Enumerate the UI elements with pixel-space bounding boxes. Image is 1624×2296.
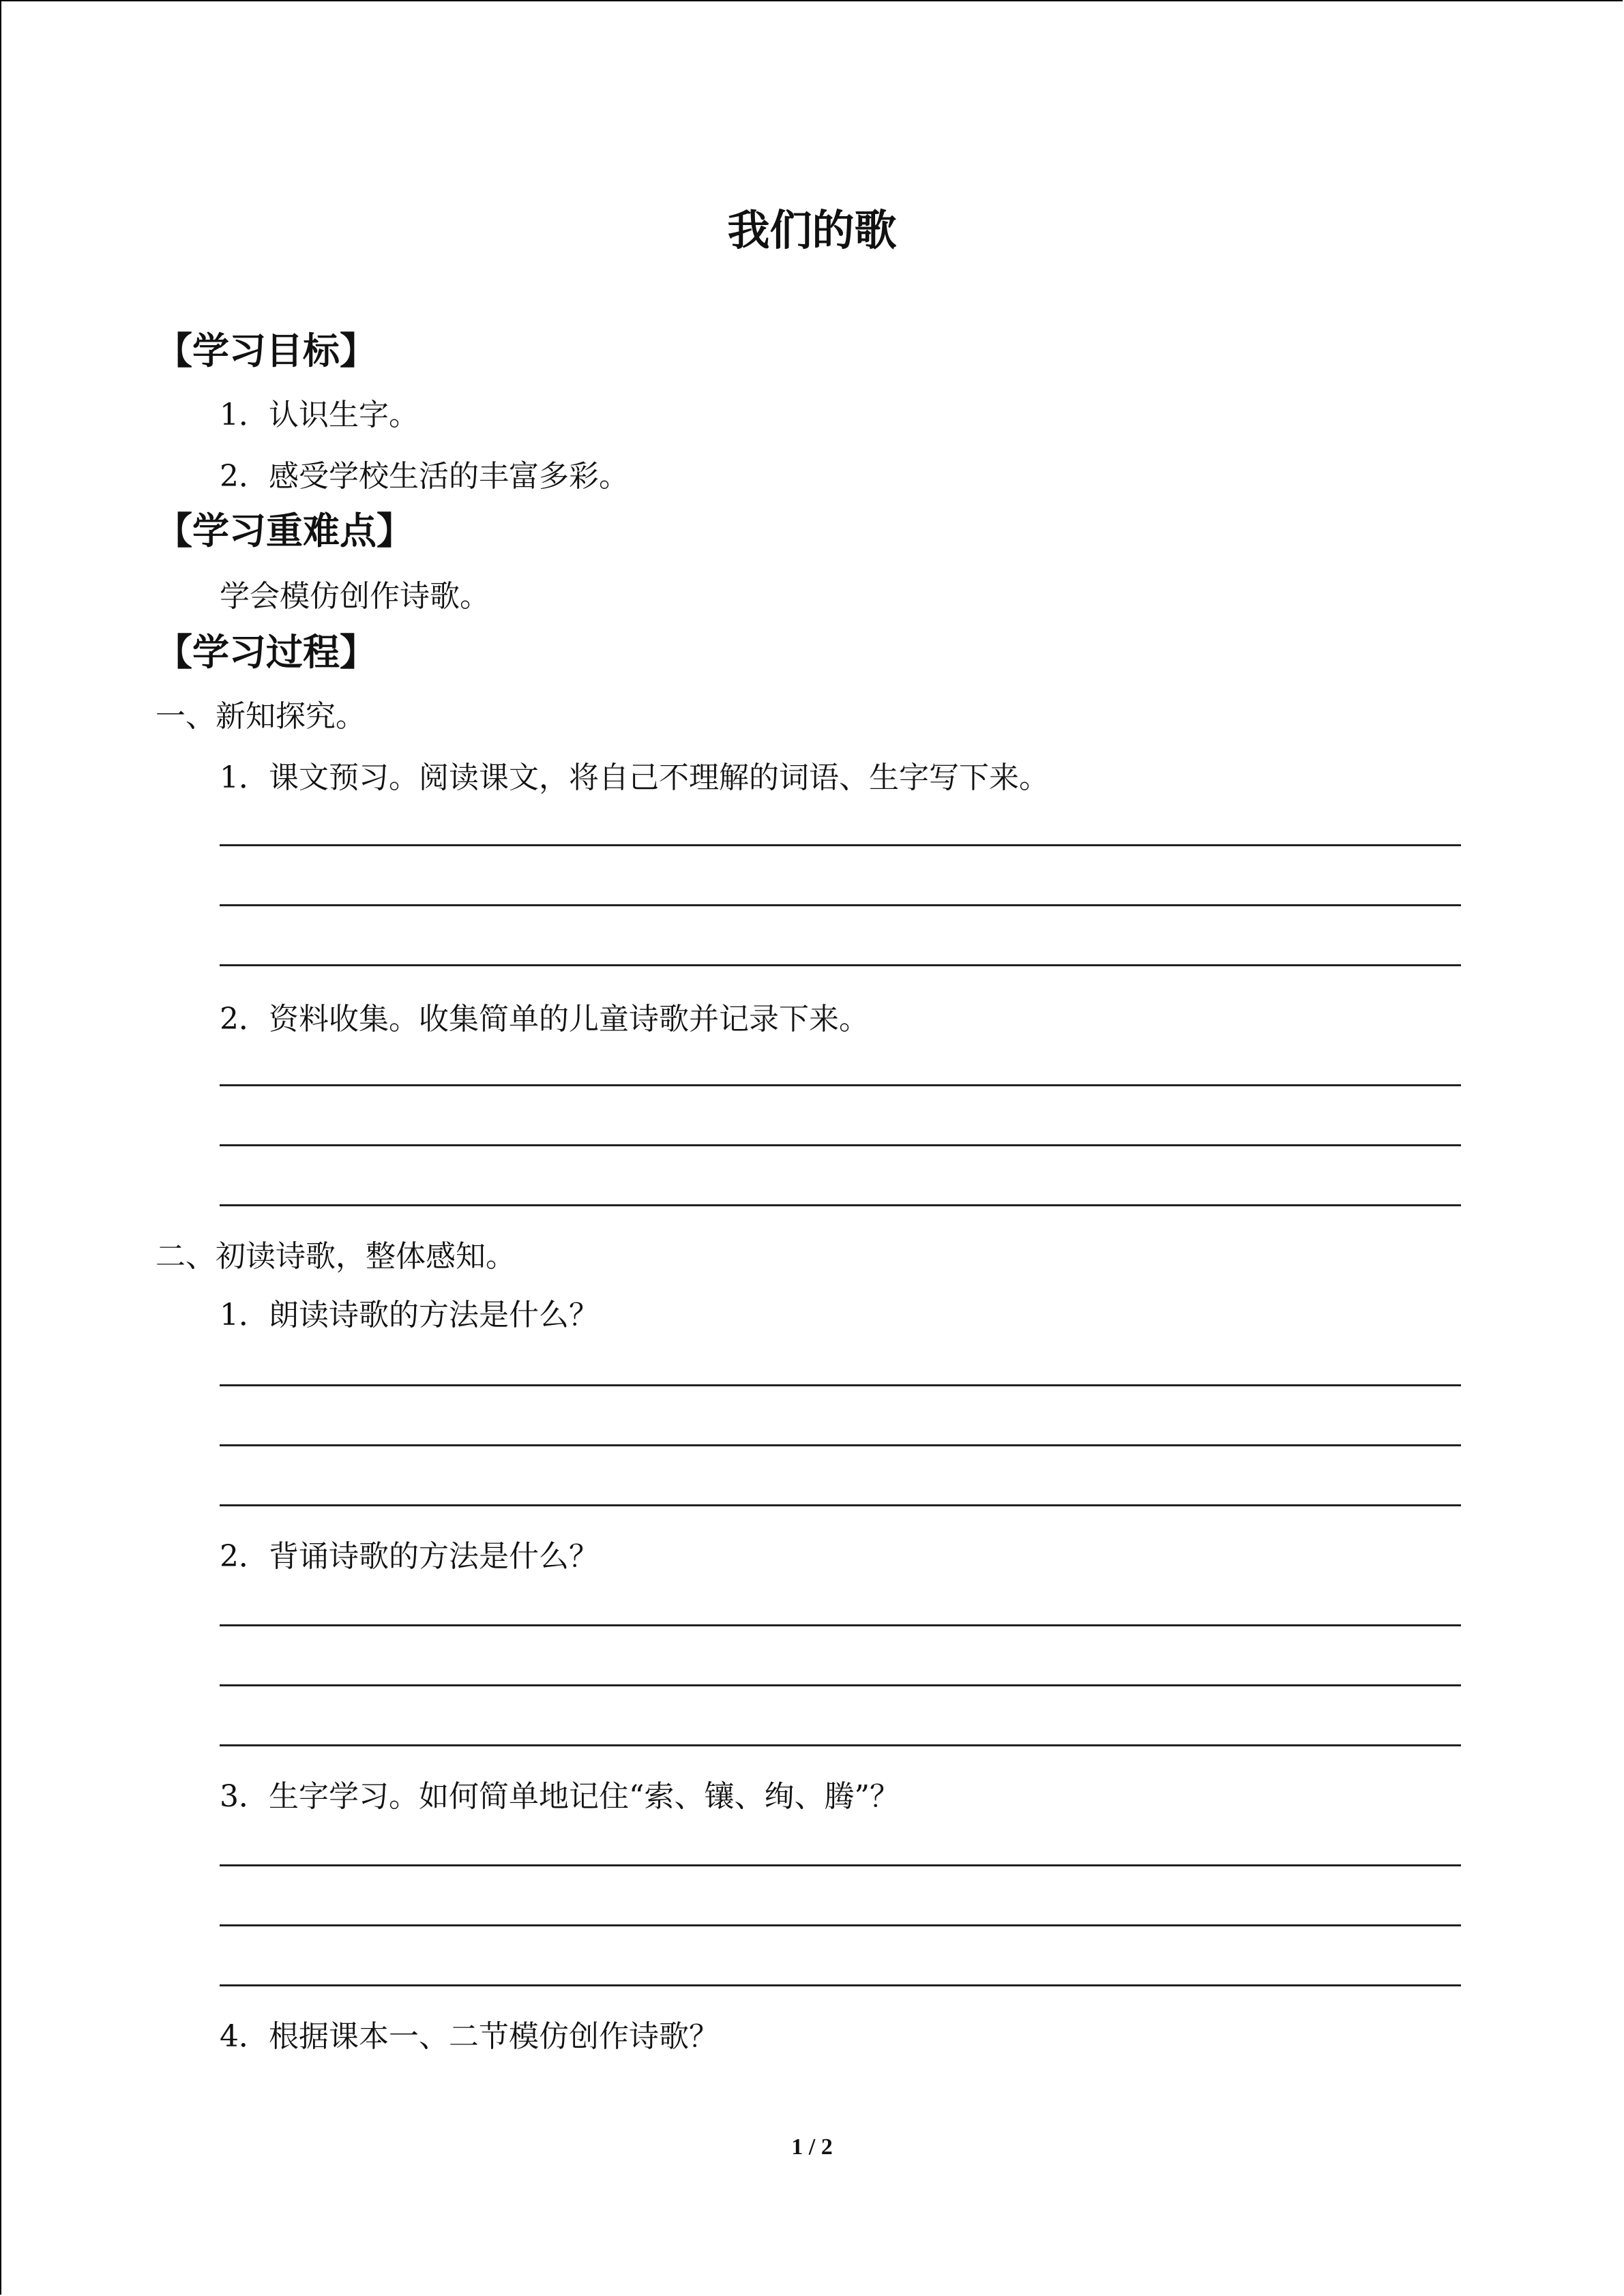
answer-line[interactable] [220,1084,1461,1086]
answer-line[interactable] [220,1144,1461,1146]
question [220,753,1049,796]
question [220,1772,900,1815]
question-text: 背诵诗歌的方法是什么？ [269,1539,599,1574]
question [220,1532,599,1575]
process-heading: 【学习过程】 [156,631,377,674]
question-text: 课文预习。阅读课文，将自己不理解的词语、生字写下来。 [269,760,1049,795]
question-number: 4． [220,2019,269,2054]
answer-line[interactable] [220,1684,1461,1686]
answer-line[interactable] [220,964,1461,966]
question-text: 资料收集。收集简单的儿童诗歌并记录下来。 [269,1002,869,1037]
answer-line[interactable] [220,1984,1461,1986]
answer-line[interactable] [220,1624,1461,1626]
part2-heading: 二、初读诗歌，整体感知。 [156,1239,516,1274]
question-number: 1． [220,760,269,795]
answer-line[interactable] [220,1504,1461,1506]
question-text: 朗读诗歌的方法是什么？ [269,1298,599,1332]
objective-text: 感受学校生活的丰富多彩。 [269,459,629,494]
key-points-text: 学会模仿创作诗歌。 [220,579,490,614]
question [220,1290,599,1334]
page-title: 我们的歌 [727,205,897,255]
question-number: 2． [220,1539,269,1574]
question [220,994,869,1038]
question-text: 生字学习。如何简单地记住“索、镶、绚、腾”？ [269,1779,900,1814]
answer-line[interactable] [220,904,1461,906]
question-text: 根据课本一、二节模仿创作诗歌？ [269,2019,719,2054]
answer-line[interactable] [220,1864,1461,1866]
answer-line[interactable] [220,1924,1461,1926]
objective-number: 1． [220,398,269,432]
objective-text: 认识生字。 [269,398,419,432]
objective-item [220,451,629,495]
question-number: 2． [220,1002,269,1037]
answer-line[interactable] [220,1744,1461,1746]
page-number: 1 / 2 [791,2134,833,2160]
objectives-heading: 【学习目标】 [156,329,377,372]
question-number: 3． [220,1779,269,1814]
answer-line[interactable] [220,1444,1461,1446]
question-number: 1． [220,1298,269,1332]
part1-heading: 一、新知探究。 [156,699,366,734]
key-points-heading: 【学习重难点】 [156,509,413,552]
objective-number: 2． [220,459,269,494]
answer-line[interactable] [220,1204,1461,1206]
question [220,2012,719,2055]
answer-line[interactable] [220,844,1461,846]
objective-item [220,390,419,434]
answer-line[interactable] [220,1384,1461,1386]
